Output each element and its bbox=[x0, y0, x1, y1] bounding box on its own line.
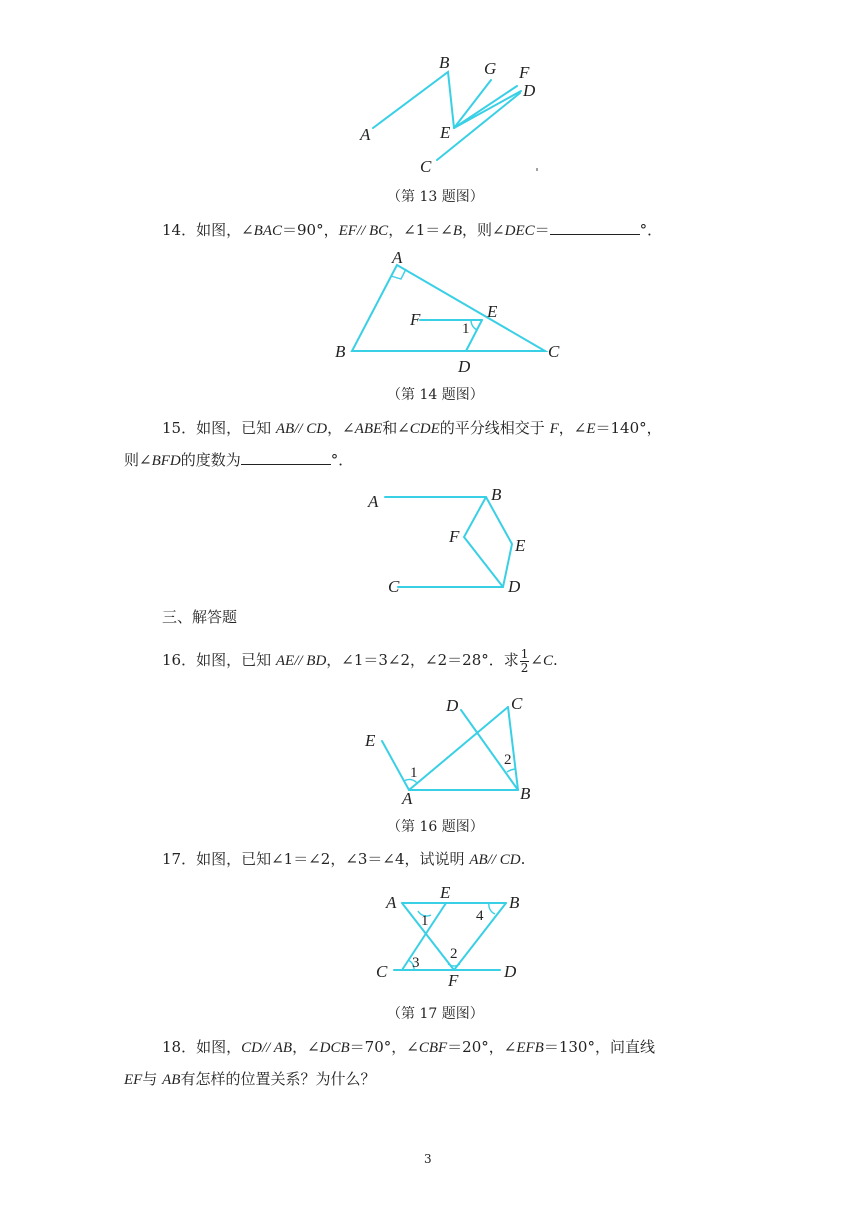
figure-13 bbox=[340, 50, 560, 185]
figure-17-caption: （第 17 题图） bbox=[387, 1006, 484, 1022]
label-A: A bbox=[392, 248, 403, 267]
label-B: B bbox=[491, 485, 502, 504]
label-E: E bbox=[515, 536, 526, 555]
angle-1-label: 1 bbox=[462, 321, 470, 337]
label-F: F bbox=[410, 310, 421, 329]
label-B: B bbox=[335, 342, 346, 361]
figure-14 bbox=[330, 245, 570, 375]
figure-16-caption: （第 16 题图） bbox=[387, 819, 484, 835]
question-18-line-1: 18．如图，CD// AB，∠DCB＝70°，∠CBF＝20°，∠EFB＝130°，问直线 bbox=[162, 1038, 655, 1056]
question-15-line-1: 15．如图，已知 AB// CD，∠ABE和∠CDE的平分线相交于 F，∠E＝140°， bbox=[162, 419, 662, 437]
question-16: 16．如图，已知 AE// BD，∠1＝3∠2，∠2＝28°．求 $\frac{1}{2}$ ∠C. bbox=[162, 646, 558, 675]
label-E: E bbox=[365, 731, 376, 750]
section-heading: 三、解答题 bbox=[162, 608, 238, 626]
label-B: B bbox=[509, 893, 520, 912]
page-number: 3 bbox=[424, 1152, 432, 1166]
label-A: A bbox=[386, 893, 397, 912]
question-18-line-2: EF与 AB有怎样的位置关系？为什么？ bbox=[124, 1070, 376, 1088]
label-E: E bbox=[440, 883, 451, 902]
label-C: C bbox=[511, 694, 523, 713]
figure-17 bbox=[370, 878, 530, 988]
label-C: C bbox=[420, 157, 432, 176]
label-B: B bbox=[520, 784, 531, 803]
question-17: 17．如图，已知∠1＝∠2，∠3＝∠4，试说明 AB// CD. bbox=[162, 850, 526, 868]
figure-14-caption: （第 14 题图） bbox=[387, 387, 484, 403]
label-C: C bbox=[376, 962, 388, 981]
angle-3-label: 3 bbox=[412, 955, 420, 971]
label-F: F bbox=[449, 527, 460, 546]
angle-1-label: 1 bbox=[421, 913, 429, 929]
label-G: G bbox=[484, 59, 497, 78]
label-F: F bbox=[519, 63, 530, 82]
label-D: D bbox=[523, 81, 536, 100]
label-A: A bbox=[360, 125, 371, 144]
question-14: 14．如图，∠BAC＝90°，EF// BC，∠1＝∠B，则∠DEC＝ °． bbox=[162, 221, 663, 239]
fraction-one-half: $\frac{1}{2}$ bbox=[520, 646, 529, 675]
label-E: E bbox=[440, 123, 451, 142]
figure-16 bbox=[355, 690, 550, 808]
angle-1-label: 1 bbox=[410, 765, 418, 781]
label-A: A bbox=[368, 492, 379, 511]
label-B: B bbox=[439, 53, 450, 72]
angle-2-label: 2 bbox=[450, 946, 458, 962]
angle-2-label: 2 bbox=[504, 752, 512, 768]
label-E: E bbox=[487, 302, 498, 321]
label-A: A bbox=[402, 789, 413, 808]
answer-blank-15[interactable] bbox=[241, 450, 331, 465]
label-D: D bbox=[458, 357, 471, 376]
label-C: C bbox=[548, 342, 560, 361]
label-C: C bbox=[388, 577, 400, 596]
label-F: F bbox=[448, 971, 459, 990]
angle-4-label: 4 bbox=[476, 908, 484, 924]
label-D: D bbox=[504, 962, 517, 981]
figure-15 bbox=[360, 478, 550, 600]
label-D: D bbox=[446, 696, 459, 715]
question-15-line-2: 则∠BFD的度数为 °． bbox=[124, 451, 354, 469]
label-D: D bbox=[508, 577, 521, 596]
figure-13-caption: （第 13 题图） bbox=[387, 189, 484, 205]
answer-blank-14[interactable] bbox=[550, 220, 640, 235]
